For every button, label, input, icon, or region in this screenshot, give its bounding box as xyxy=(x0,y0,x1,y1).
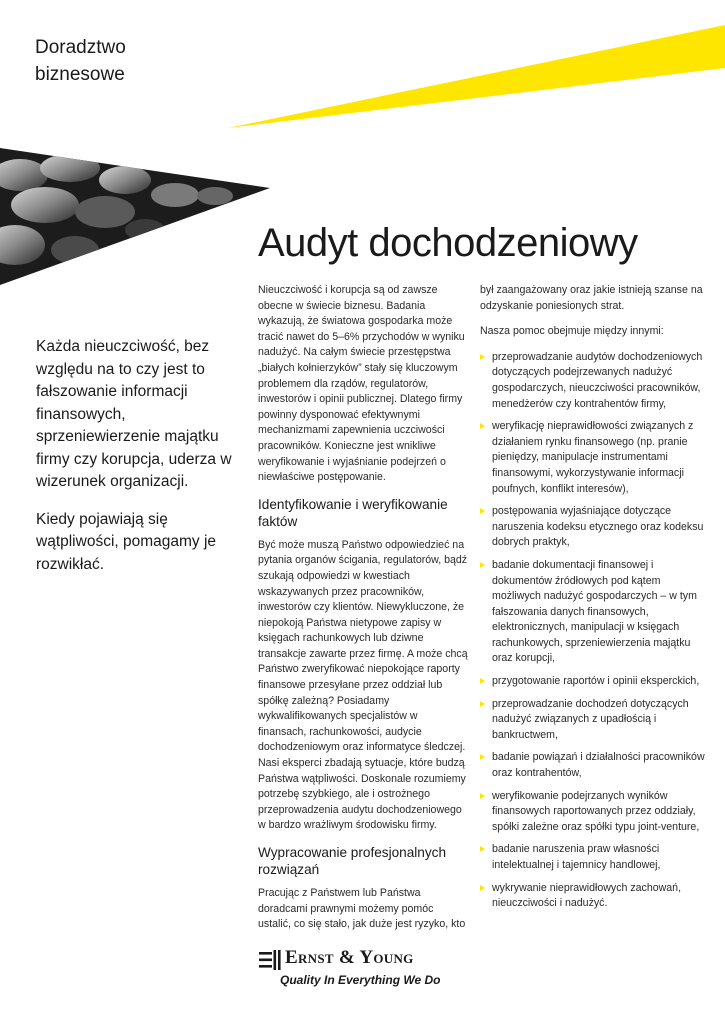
list-item xyxy=(480,881,712,912)
list-item-text: przeprowadzanie dochodzeń dotyczących nadużyć związanych z upadłością i bankructwem, xyxy=(492,697,689,741)
triangle-bullet-icon xyxy=(480,793,485,799)
triangle-bullet-icon xyxy=(480,846,485,852)
list-item xyxy=(480,842,712,873)
list-item xyxy=(480,558,712,667)
list-item xyxy=(480,750,712,781)
body-column-right xyxy=(480,283,712,919)
services-intro: Nasza pomoc obejmuje między innymi: xyxy=(480,325,664,338)
sidebar-quote-1: Każda nieuczciwość, bez względu na to czy jest to fałszowanie informacji finansowych, sprzeniewierzenie majątku firmy czy korupcja, uderza w wizerunek organizacji. xyxy=(36,338,232,490)
body-column-middle xyxy=(258,283,468,943)
triangle-bullet-icon xyxy=(480,354,485,360)
company-logo xyxy=(255,945,445,991)
company-tagline: Quality In Everything We Do xyxy=(280,973,441,987)
section-label-line2: biznesowe xyxy=(35,64,125,85)
page-title: Audyt dochodzeniowy xyxy=(258,221,638,265)
list-item-text: badanie dokumentacji finansowej i dokumentów źródłowych pod kątem możliwych nadużyć gospodarczych – w tym fałszowania danych finansowych, elektronicznych, manipulacji w księgach rachunkowych, sprzeniewierzenia majątku oraz korupcji, xyxy=(492,558,697,665)
list-item xyxy=(480,350,712,412)
list-item-text: postępowania wyjaśniające dotyczące naruszenia kodeksu etycznego oraz kodeksu dobrych praktyk, xyxy=(492,505,704,549)
paragraph-identify-facts: Być może muszą Państwo odpowiedzieć na pytania organów ścigania, regulatorów, bądź szukają odpowiedzi w kwestiach wskazywanych przez pracowników, inwestorów czy klientów. Niewykluczone, że niepokoją Państwa nietypowe zapisy w księgach rachunkowych lub dziwne transakcje zawarte przez firmę. A może chcą Państwo zweryfikować niepokojące raporty finansowe przesyłane przez oddział lub spółkę zależną? Posiadamy wykwalifikowanych specjalistów w finansach, rachunkowości, audycie dochodzeniowym oraz informatyce śledczej. Nasi eksperci zbadają sytuacje, które budzą Państwa wątpliwości. Doskonale rozumiemy potrzebę szybkiego, ale i ostrożnego przeprowadzenia audytu dochodzeniowego w bardzo wrażliwym środowisku firmy. xyxy=(258,538,468,832)
triangle-bullet-icon xyxy=(480,508,485,514)
list-item-text: badanie naruszenia praw własności intelektualnej i tajemnicy handlowej, xyxy=(492,843,661,871)
company-name: Ernst & Young xyxy=(285,947,414,968)
services-list xyxy=(480,350,712,912)
list-item xyxy=(480,504,712,551)
section-label-line1: Doradztwo xyxy=(35,37,126,58)
intro-paragraph: Nieuczciwość i korupcja są od zawsze obecne w świecie biznesu. Badania wykazują, że światowa gospodarka może tracić nawet do 5–6% przychodów w wyniku nadużyć. Na całym świecie przestępstwa „białych kołnierzyków” stały się kluczowym problemem dla rządów, regulatorów, inwestorów i opinii publicznej. Dlatego firmy powinny dysponować efektywnymi mechanizmami zapewnienia uczciwości pracowników. Konieczne jest wnikliwe weryfikowanie i wyjaśnianie podejrzeń o niewłaściwe postępowanie. xyxy=(258,284,465,484)
triangle-bullet-icon xyxy=(480,562,485,568)
list-item xyxy=(480,674,712,690)
triangle-bullet-icon xyxy=(480,701,485,707)
list-item-text: przeprowadzanie audytów dochodzeniowych dotyczących podejrzewanych nadużyć gospodarczych, nieuczciwości pracowników, menedżerów czy kontrahentów firmy, xyxy=(492,350,703,410)
list-item xyxy=(480,697,712,744)
continuation-paragraph: był zaangażowany oraz jakie istnieją szanse na odzyskanie poniesionych strat. xyxy=(480,284,703,312)
sidebar-quote xyxy=(36,336,241,591)
heading-solutions: Wypracowanie profesjonalnych rozwiązań xyxy=(258,845,447,877)
list-item-text: badanie powiązań i działalności pracowników oraz kontrahentów, xyxy=(492,751,705,780)
triangle-bullet-icon xyxy=(480,423,485,429)
heading-identify-facts: Identyfikowanie i weryfikowanie faktów xyxy=(258,496,448,529)
triangle-bullet-icon xyxy=(480,754,485,760)
list-item-text: przygotowanie raportów i opinii eksperckich, xyxy=(492,675,700,688)
triangle-bullet-icon xyxy=(480,885,485,891)
list-item-text: wykrywanie nieprawidłowych zachowań, nieuczciwości i nadużyć. xyxy=(492,881,682,910)
list-item-text: weryfikację nieprawidłowości związanych z działaniem rynku finansowego (np. pranie pieniędzy, manipulacje instrumentami finansowymi, wykorzystywanie informacji poufnych, konflikt interesów), xyxy=(492,420,694,495)
ernst-young-mark-icon xyxy=(259,949,281,971)
triangle-bullet-icon xyxy=(480,678,485,684)
list-item-text: weryfikowanie podejrzanych wyników finansowych raportowanych przez oddziały, spółki zależne oraz spółki typu joint-venture, xyxy=(492,789,700,833)
list-item xyxy=(480,419,712,497)
sidebar-quote-2: Kiedy pojawiają się wątpliwości, pomagamy je rozwikłać. xyxy=(36,510,217,573)
list-item xyxy=(480,789,712,836)
yellow-accent-stripe xyxy=(228,25,725,128)
paragraph-solutions: Pracując z Państwem lub Państwa doradcami prawnymi możemy pomóc ustalić, co się stało, jak duże jest ryzyko, kto xyxy=(258,887,466,931)
